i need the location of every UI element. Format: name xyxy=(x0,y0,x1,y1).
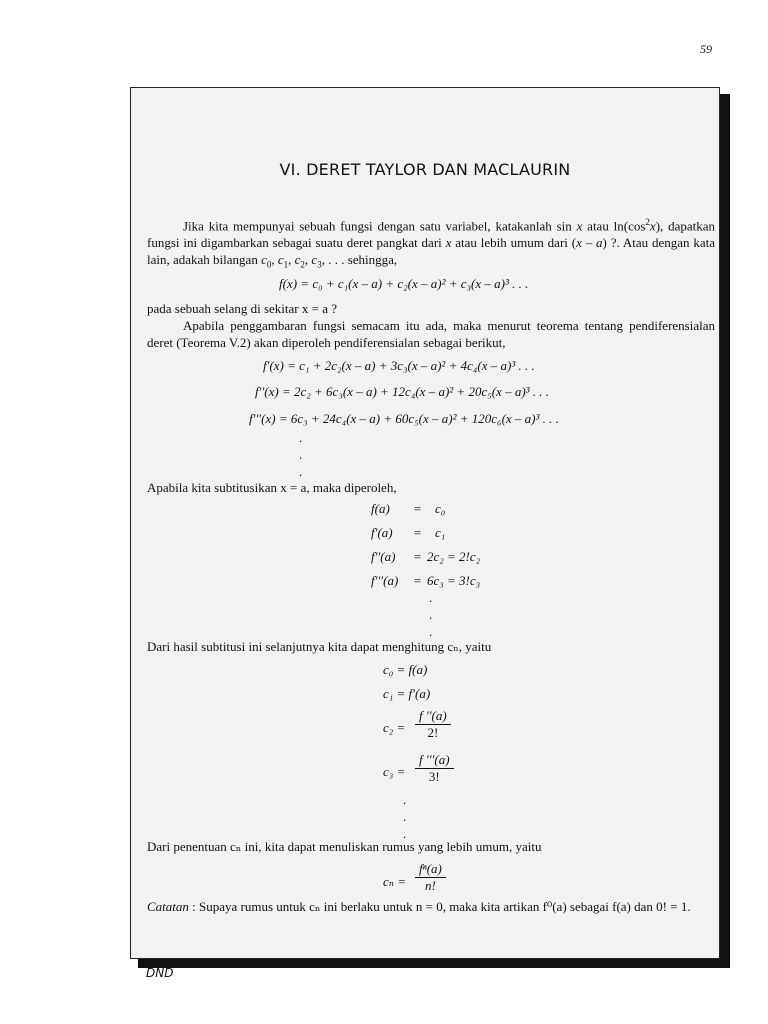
coef-c2-numerator: f ′′(a) xyxy=(415,708,451,725)
content-frame xyxy=(130,87,720,959)
main-series-equation: f(x) = c₀ + c₁(x – a) + c₂(x – a)² + c₃(x – a)³ . . . xyxy=(279,276,529,291)
ellipsis-dot: . xyxy=(429,624,433,639)
intro-text-1: Jika kita mempunyai sebuah fungsi dengan satu variabel, katakanlah sin xyxy=(183,218,572,234)
general-intro: Dari penentuan cₙ ini, kita dapat menuliskan rumus yang lebih umum, yaitu xyxy=(147,839,542,854)
coef-c3-numerator: f ′′′(a) xyxy=(415,752,454,769)
ellipsis-dot: . xyxy=(429,590,433,605)
ellipsis-dot: . xyxy=(299,464,303,479)
ellipsis-dot: . xyxy=(403,826,407,841)
ellipsis-dot: . xyxy=(299,430,303,445)
coef-c1: c₁ = f′(a) xyxy=(383,686,431,701)
sub-rhs-3: 6c₃ = 3!c₃ xyxy=(427,573,481,588)
sub-lhs-0: f(a) xyxy=(371,501,390,516)
general-numerator: fⁿ(a) xyxy=(415,861,446,878)
sub-eq-3: = xyxy=(413,573,422,588)
coef-c2-fraction xyxy=(415,708,451,741)
coef-c3-denominator: 3! xyxy=(428,769,440,784)
sub-rhs-0: c₀ xyxy=(435,501,446,516)
coef-c2-denominator: 2! xyxy=(427,725,439,740)
section-title: VI. DERET TAYLOR DAN MACLAURIN xyxy=(279,160,571,179)
note-paragraph xyxy=(147,898,715,915)
substitution-intro: Apabila kita subtitusikan x = a, maka diperoleh, xyxy=(147,480,397,495)
sub-lhs-2: f′′(a) xyxy=(371,549,396,564)
page-number: 59 xyxy=(700,42,712,56)
theorem-paragraph: Apabila penggambaran fungsi semacam itu ada, maka menurut teorema tentang pendiferensialan deret (Teorema V.2) akan diperoleh pendiferensialan sebagai berikut, xyxy=(147,318,715,350)
intro-text-3: ), dapatkan fungsi ini digambarkan sebagai suatu deret pangkat dari xyxy=(147,218,715,251)
third-derivative: f′′′(x) = 6c₃ + 24c₄(x – a) + 60c₅(x – a)² + 120c₆(x – a)³ . . . xyxy=(249,411,559,426)
intro-text-2: atau ln(cos xyxy=(587,218,646,234)
general-lhs: cₙ = xyxy=(383,874,407,889)
second-derivative: f′′(x) = 2c₂ + 6c₃(x – a) + 12c₄(x – a)² + 20c₅(x – a)³ . . . xyxy=(255,384,550,399)
sub-rhs-2: 2c₂ = 2!c₂ xyxy=(427,549,481,564)
note-text: : Supaya rumus untuk cₙ ini berlaku untuk n = 0, maka kita artikan f⁰(a) sebagai f(a) dan 0! = 1. xyxy=(192,899,691,914)
coef-c2-lhs: c₂ = xyxy=(383,720,406,735)
sub-eq-1: = xyxy=(413,525,422,540)
ellipsis-dot: . xyxy=(403,809,407,824)
intro-text-4: atau lebih umum dari ( xyxy=(455,235,577,251)
footer-initials: DND xyxy=(146,966,174,980)
sub-lhs-1: f′(a) xyxy=(371,525,393,540)
sub-lhs-3: f′′′(a) xyxy=(371,573,399,588)
ellipsis-dot: . xyxy=(299,447,303,462)
sub-rhs-1: c₁ xyxy=(435,525,446,540)
coef-c3-lhs: c₃ = xyxy=(383,764,406,779)
intro-text-5: ) ?. Atau dengan kata lain, adakah bilangan xyxy=(147,235,716,268)
general-denominator: n! xyxy=(425,878,436,893)
note-label: Catatan xyxy=(147,899,189,914)
coefficient-intro: Dari hasil subtitusi ini selanjutnya kita dapat menghitung cₙ, yaitu xyxy=(147,639,492,654)
ellipsis-dot: . xyxy=(429,607,433,622)
sub-eq-2: = xyxy=(413,549,422,564)
general-fraction xyxy=(415,861,446,894)
coef-c3-fraction xyxy=(415,752,454,785)
first-derivative: f′(x) = c₁ + 2c₂(x – a) + 3c₃(x – a)² + 4c₄(x – a)³ . . . xyxy=(263,358,535,373)
intro-paragraph: Jika kita mempunyai sebuah fungsi dengan satu variabel, katakanlah sin x atau $\ln(\cos^2x)$, dapatkan fungsi ini digambarkan sebagai suatu deret pangkat dari x atau lebih umum dari (x – a) ?. Atau dengan kata lain, adakah bilangan $c_0$, $c_1$, $c_2$, $c_3$, . . . sehingga, xyxy=(147,217,716,270)
intro-text-6: . . . sehingga, xyxy=(328,252,398,268)
coef-c0: c₀ = f(a) xyxy=(383,662,428,677)
sub-eq-0: = xyxy=(413,501,422,516)
interval-line: pada sebuah selang di sekitar x = a ? xyxy=(147,301,337,316)
ellipsis-dot: . xyxy=(403,792,407,807)
